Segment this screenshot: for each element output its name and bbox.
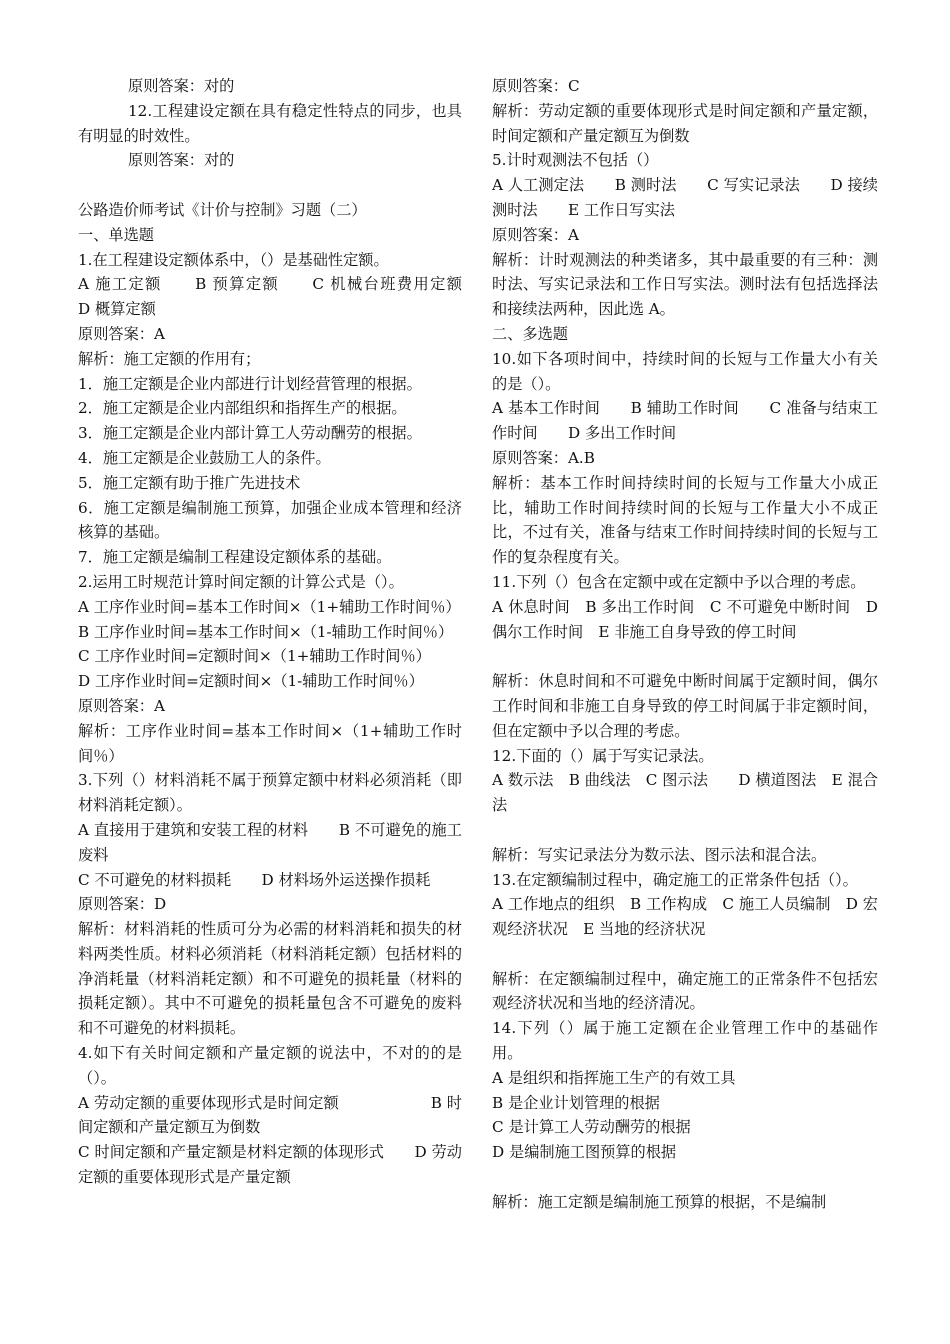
text-paragraph: D 是编制施工图预算的根据	[492, 1143, 677, 1162]
text-paragraph: C 工序作业时间=定额时间×（1+辅助工作时间％）	[78, 647, 431, 666]
text-paragraph: B 是企业计划管理的根据	[492, 1093, 660, 1112]
text-paragraph: A 基本工作时间 B 辅助工作时间 C 准备与结束工作时间 D 多出工作时间	[492, 399, 878, 443]
text-paragraph: 原则答案：对的	[128, 77, 235, 95]
text-paragraph: 解析：在定额编制过程中，确定施工的正常条件不包括宏观经济状况和当地的经济清况。	[492, 969, 878, 1013]
text-paragraph: 原则答案：A	[78, 696, 165, 715]
text-paragraph: 11.下列（）包含在定额中或在定额中予以合理的考虑。	[492, 572, 866, 591]
text-paragraph: 解析：工序作业时间=基本工作时间×（1+辅助工作时间％）	[78, 721, 462, 765]
text-paragraph: 解析：材料消耗的性质可分为必需的材料消耗和损失的材料两类性质。材料必须消耗（材料消耗定额）包括材料的净消耗量（材料消耗定额）和不可避免的损耗量（材料的损耗定额）。其中不可避免的损耗量包含不可避免的废料和不可避免的材料损耗。	[78, 920, 462, 1038]
text-paragraph: 13.在定额编制过程中，确定施工的正常条件包括（）。	[492, 870, 858, 889]
text-paragraph: A 劳动定额的重要体现形式是时间定额 B 时间定额和产量定额互为倒数	[78, 1093, 462, 1137]
text-paragraph: 3．施工定额是企业内部计算工人劳动酬劳的根据。	[78, 424, 422, 443]
text-paragraph: D 工序作业时间=定额时间×（1-辅助工作时间％）	[78, 672, 424, 691]
text-paragraph: A 是组织和指挥施工生产的有效工具	[492, 1068, 736, 1087]
text-paragraph: 原则答案：A	[78, 324, 165, 343]
text-paragraph: 解析：计时观测法的种类诸多，其中最重要的有三种：测时法、写实记录法和工作日写实法。测时法有包括选择法和接续法两种，因此选 A。	[492, 250, 878, 319]
text-paragraph: 解析：写实记录法分为数示法、图示法和混合法。	[492, 845, 827, 864]
text-paragraph: 12.下面的（）属于写实记录法。	[492, 746, 714, 765]
text-paragraph: 5．施工定额有助于推广先进技术	[78, 473, 301, 492]
text-paragraph: 5.计时观测法不包括（）	[492, 151, 659, 170]
text-paragraph: 公路造价师考试《计价与控制》习题（二）	[78, 200, 367, 219]
text-paragraph: 12.工程建设定额在具有稳定性特点的同步，也具有明显的时效性。	[78, 101, 462, 145]
text-paragraph: 4．施工定额是企业鼓励工人的条件。	[78, 448, 331, 467]
text-paragraph: A 人工测定法 B 测时法 C 写实记录法 D 接续测时法 E 工作日写实法	[492, 176, 878, 219]
left-column	[78, 74, 493, 1190]
text-paragraph: 二、多选题	[492, 324, 568, 343]
text-paragraph: 原则答案：D	[78, 895, 167, 914]
text-paragraph: 4.如下有关时间定额和产量定额的说法中，不对的的是（）。	[78, 1044, 462, 1087]
text-paragraph: B 工序作业时间=基本工作时间×（1-辅助工作时间％）	[78, 622, 454, 641]
text-paragraph: 原则答案：A.B	[492, 448, 595, 467]
text-paragraph	[78, 173, 462, 198]
text-paragraph: C 不可避免的材料损耗 D 材料场外运送操作损耗	[78, 870, 431, 889]
text-paragraph: A 施工定额 B 预算定额 C 机械台班费用定额 D 概算定额	[78, 275, 493, 319]
text-paragraph: 原则答案：对的	[128, 151, 235, 170]
text-paragraph: A 工作地点的组织 B 工作构成 C 施工人员编制 D 宏观经济状况 E 当地的经济状况	[492, 895, 878, 939]
text-paragraph: 14.下列（）属于施工定额在企业管理工作中的基础作用。	[492, 1019, 878, 1063]
text-paragraph: 1.在工程建设定额体系中，（）是基础性定额。	[78, 250, 389, 269]
text-paragraph: 2．施工定额是企业内部组织和指挥生产的根据。	[78, 399, 407, 418]
text-paragraph	[492, 942, 878, 967]
text-paragraph: 解析：施工定额是编制施工预算的根据，不是编制	[492, 1192, 827, 1211]
text-paragraph: C 时间定额和产量定额是材料定额的体现形式 D 劳动定额的重要体现形式是产量定额	[78, 1143, 462, 1187]
text-paragraph: 解析：劳动定额的重要体现形式是时间定额和产量定额，时间定额和产量定额互为倒数	[492, 101, 878, 145]
text-paragraph: A 直接用于建筑和安装工程的材料 B 不可避免的施工废料	[78, 820, 462, 864]
text-paragraph: 10.如下各项时间中，持续时间的长短与工作量大小有关的是（）。	[492, 349, 878, 393]
text-paragraph: 2.运用工时规范计算时间定额的计算公式是（）。	[78, 572, 404, 591]
text-paragraph: 7．施工定额是编制工程建设定额体系的基础。	[78, 548, 392, 567]
text-paragraph: 解析：施工定额的作用有；	[78, 349, 261, 368]
text-paragraph	[492, 644, 878, 669]
text-paragraph: 6．施工定额是编制施工预算，加强企业成本管理和经济核算的基础。	[78, 498, 462, 542]
text-paragraph: 1．施工定额是企业内部进行计划经营管理的根据。	[78, 374, 422, 393]
text-paragraph: 原则答案：C	[492, 77, 580, 95]
text-paragraph: A 休息时间 B 多出工作时间 C 不可避免中断时间 D 偶尔工作时间 E 非施工自身导致的停工时间	[492, 597, 883, 641]
right-column	[492, 74, 883, 1215]
text-paragraph: 解析：基本工作时间持续时间的长短与工作量大小成正比，辅助工作时间持续时间的长短与工作量大小不成正比，不过有关，准备与结束工作时间持续时间的长短与工作的复杂程度有关。	[492, 473, 878, 567]
text-paragraph	[492, 818, 878, 843]
text-paragraph: 一、单选题	[78, 225, 154, 244]
text-paragraph: A 工序作业时间=基本工作时间×（1+辅助工作时间％）	[78, 597, 461, 616]
text-paragraph: 3.下列（）材料消耗不属于预算定额中材料必须消耗（即材料消耗定额）。	[78, 771, 462, 815]
text-paragraph: 解析：休息时间和不可避免中断时间属于定额时间，偶尔工作时间和非施工自身导致的停工时间属于非定额时间，但在定额中予以合理的考虑。	[492, 672, 878, 740]
text-paragraph: A 数示法 B 曲线法 C 图示法 D 横道图法 E 混合法	[492, 771, 878, 815]
text-paragraph	[492, 1165, 878, 1190]
text-paragraph: 原则答案：A	[492, 225, 579, 244]
text-paragraph: C 是计算工人劳动酬劳的根据	[492, 1118, 691, 1137]
